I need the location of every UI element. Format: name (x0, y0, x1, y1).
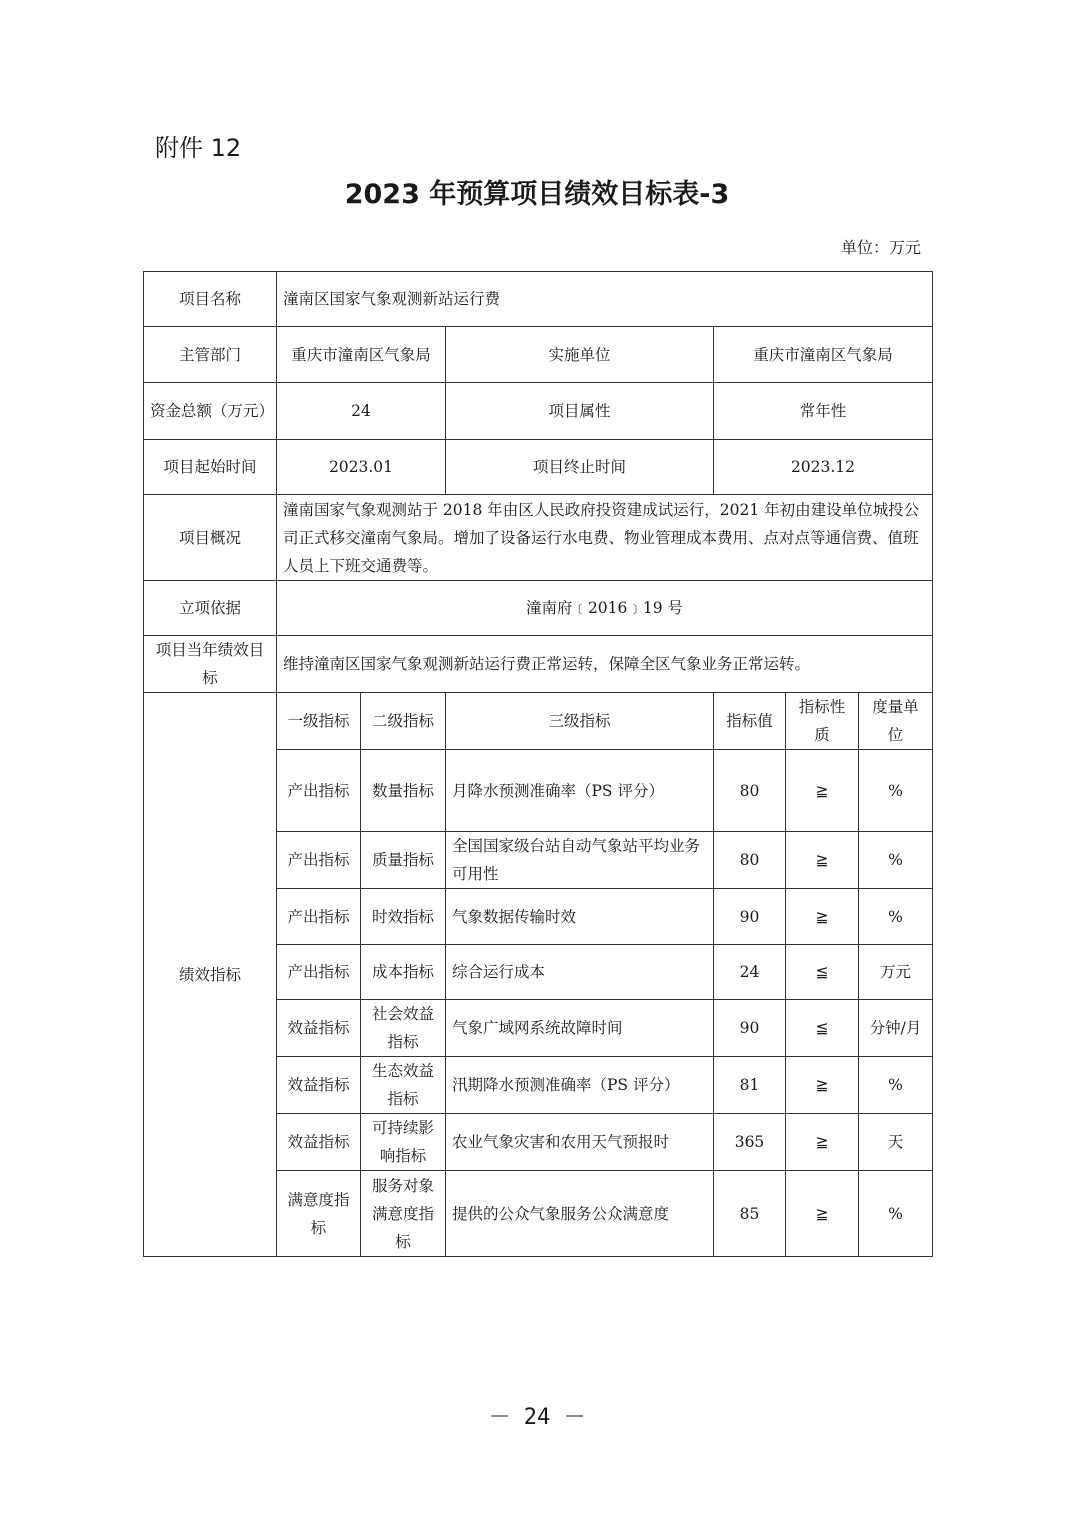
value-cell: 85 (714, 1171, 786, 1257)
goal-label: 项目当年绩效目标 (144, 636, 277, 693)
level1-cell: 产出指标 (277, 832, 361, 889)
level3-cell: 气象数据传输时效 (446, 889, 714, 945)
header-unit: 度量单位 (859, 693, 933, 750)
basis-label: 立项依据 (144, 581, 277, 636)
level2-cell: 可持续影响指标 (361, 1114, 446, 1171)
value-cell: 80 (714, 750, 786, 832)
overview-value: 潼南国家气象观测站于 2018 年由区人民政府投资建成试运行，2021 年初由建设单位城投公司正式移交潼南气象局。增加了设备运行水电费、物业管理成本费用、点对点等通信费、值班人员上下班交通费等。 (277, 495, 933, 581)
page-number: － 24 － (488, 1405, 586, 1430)
unit-cell: % (859, 889, 933, 945)
dept-value: 重庆市潼南区气象局 (277, 327, 446, 383)
nature-cell: ≦ (786, 1000, 859, 1057)
unit-cell: % (859, 832, 933, 889)
project-name-row (144, 272, 933, 327)
level1-cell: 满意度指标 (277, 1171, 361, 1257)
fund-row (144, 383, 933, 440)
level2-cell: 成本指标 (361, 945, 446, 1000)
value-cell: 24 (714, 945, 786, 1000)
unit-cell: % (859, 750, 933, 832)
level3-cell: 农业气象灾害和农用天气预报时 (446, 1114, 714, 1171)
level1-cell: 产出指标 (277, 889, 361, 945)
perf-header-row (144, 693, 933, 750)
start-label: 项目起始时间 (144, 440, 277, 495)
nature-cell: ≧ (786, 1171, 859, 1257)
attr-value: 常年性 (714, 383, 933, 440)
level1-cell: 产出指标 (277, 945, 361, 1000)
attachment-label: 附件 12 (155, 134, 242, 162)
unit-label: 单位：万元 (840, 238, 921, 257)
level2-cell: 生态效益指标 (361, 1057, 446, 1114)
overview-row (144, 495, 933, 581)
header-level3: 三级指标 (446, 693, 714, 750)
value-cell: 90 (714, 889, 786, 945)
nature-cell: ≦ (786, 945, 859, 1000)
end-value: 2023.12 (714, 440, 933, 495)
project-name-label: 项目名称 (144, 272, 277, 327)
time-row (144, 440, 933, 495)
level1-cell: 产出指标 (277, 750, 361, 832)
unit-cell: 万元 (859, 945, 933, 1000)
document-title: 2023 年预算项目绩效目标表-3 (344, 179, 730, 210)
nature-cell: ≧ (786, 1057, 859, 1114)
level3-cell: 月降水预测准确率（PS 评分） (446, 750, 714, 832)
end-label: 项目终止时间 (446, 440, 714, 495)
basis-value: 潼南府﹝2016﹞19 号 (277, 581, 933, 636)
level3-cell: 全国国家级台站自动气象站平均业务可用性 (446, 832, 714, 889)
level2-cell: 社会效益指标 (361, 1000, 446, 1057)
nature-cell: ≧ (786, 750, 859, 832)
level2-cell: 质量指标 (361, 832, 446, 889)
unit-cell: % (859, 1057, 933, 1114)
overview-label: 项目概况 (144, 495, 277, 581)
value-cell: 365 (714, 1114, 786, 1171)
basis-row (144, 581, 933, 636)
value-cell: 81 (714, 1057, 786, 1114)
level2-cell: 时效指标 (361, 889, 446, 945)
impl-value: 重庆市潼南区气象局 (714, 327, 933, 383)
nature-cell: ≧ (786, 1114, 859, 1171)
goal-value: 维持潼南区国家气象观测新站运行费正常运转，保障全区气象业务正常运转。 (277, 636, 933, 693)
header-level2: 二级指标 (361, 693, 446, 750)
fund-value: 24 (277, 383, 446, 440)
nature-cell: ≧ (786, 889, 859, 945)
department-row (144, 327, 933, 383)
goal-row (144, 636, 933, 693)
value-cell: 80 (714, 832, 786, 889)
fund-label: 资金总额（万元） (144, 383, 277, 440)
unit-cell: % (859, 1171, 933, 1257)
header-level1: 一级指标 (277, 693, 361, 750)
unit-cell: 天 (859, 1114, 933, 1171)
perf-section-label: 绩效指标 (144, 693, 277, 1257)
attr-label: 项目属性 (446, 383, 714, 440)
level2-cell: 数量指标 (361, 750, 446, 832)
level3-cell: 气象广域网系统故障时间 (446, 1000, 714, 1057)
level3-cell: 汛期降水预测准确率（PS 评分） (446, 1057, 714, 1114)
unit-cell: 分钟/月 (859, 1000, 933, 1057)
value-cell: 90 (714, 1000, 786, 1057)
dept-label: 主管部门 (144, 327, 277, 383)
nature-cell: ≧ (786, 832, 859, 889)
level1-cell: 效益指标 (277, 1114, 361, 1171)
start-value: 2023.01 (277, 440, 446, 495)
level1-cell: 效益指标 (277, 1057, 361, 1114)
project-name-value: 潼南区国家气象观测新站运行费 (277, 272, 933, 327)
header-value: 指标值 (714, 693, 786, 750)
impl-label: 实施单位 (446, 327, 714, 383)
header-nature: 指标性质 (786, 693, 859, 750)
level1-cell: 效益指标 (277, 1000, 361, 1057)
level3-cell: 综合运行成本 (446, 945, 714, 1000)
performance-target-table (143, 271, 933, 1257)
level2-cell: 服务对象满意度指标 (361, 1171, 446, 1257)
level3-cell: 提供的公众气象服务公众满意度 (446, 1171, 714, 1257)
